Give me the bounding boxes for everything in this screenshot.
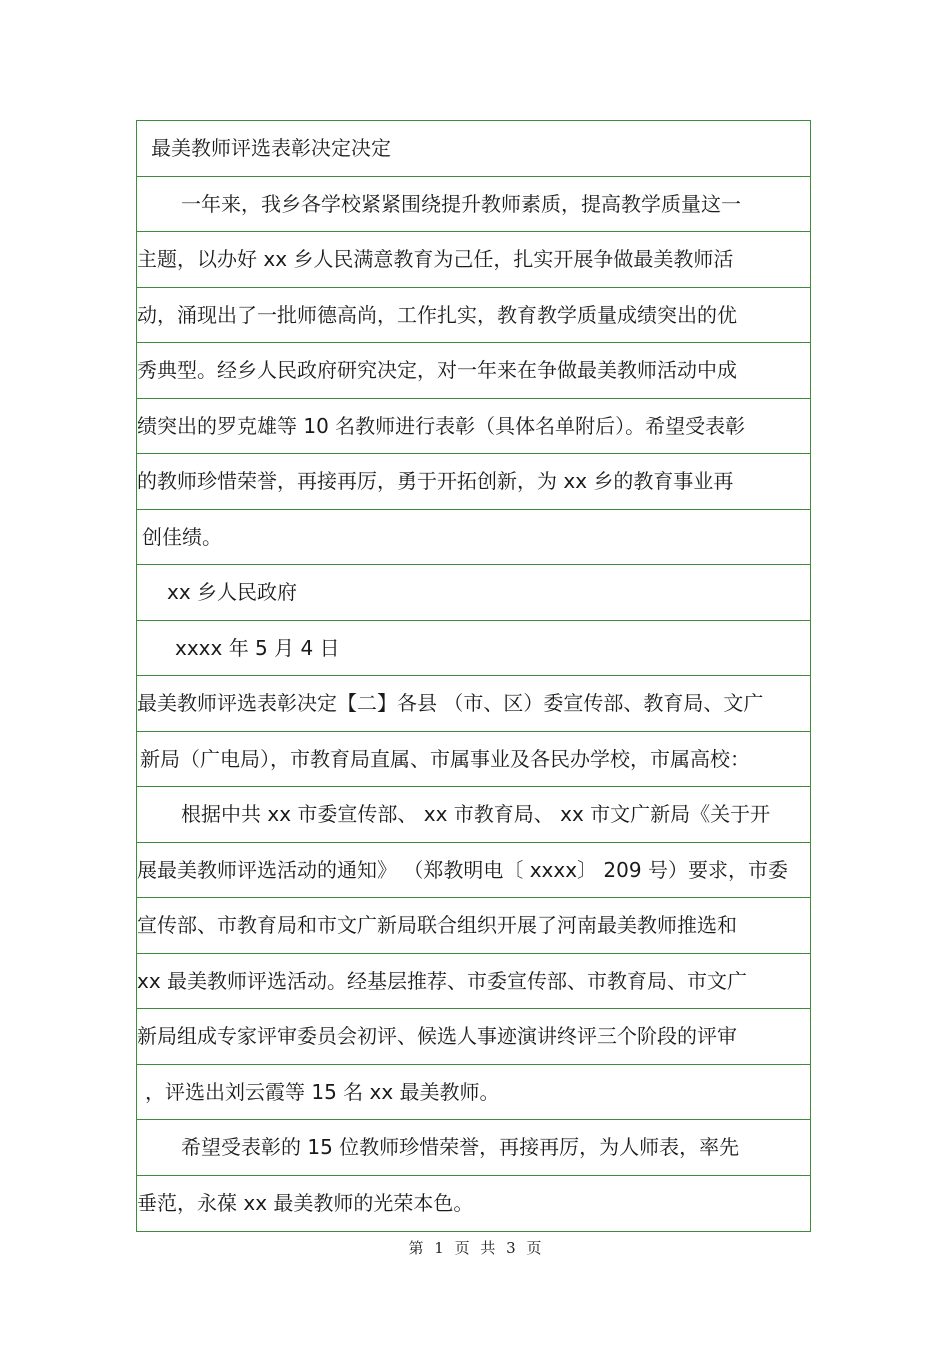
paragraph-line: 绩突出的罗克雄等 10 名教师进行表彰（具体名单附后）。希望受表彰 — [137, 399, 810, 455]
signature-date: xxxx 年 5 月 4 日 — [137, 621, 810, 677]
document-body — [136, 120, 811, 1232]
paragraph-line: 根据中共 xx 市委宣传部、 xx 市教育局、 xx 市文广新局《关于开 — [137, 787, 810, 843]
paragraph-line: 动，涌现出了一批师德高尚，工作扎实，教育教学质量成绩突出的优 — [137, 288, 810, 344]
paragraph-line: 一年来，我乡各学校紧紧围绕提升教师素质，提高教学质量这一 — [137, 177, 810, 233]
signature-issuer: xx 乡人民政府 — [137, 565, 810, 621]
paragraph-line: 主题，以办好 xx 乡人民满意教育为己任，扎实开展争做最美教师活 — [137, 232, 810, 288]
paragraph-line: 垂范，永葆 xx 最美教师的光荣本色。 — [137, 1190, 474, 1215]
paragraph-line: xx 最美教师评选活动。经基层推荐、市委宣传部、市教育局、市文广 — [137, 954, 810, 1010]
paragraph-line: 的教师珍惜荣誉，再接再厉，勇于开拓创新，为 xx 乡的教育事业再 — [137, 454, 810, 510]
page-number: 第 1 页 共 3 页 — [408, 1239, 542, 1257]
paragraph-line: 秀典型。经乡人民政府研究决定，对一年来在争做最美教师活动中成 — [137, 343, 810, 399]
paragraph-line: 展最美教师评选活动的通知》 （郑教明电〔 xxxx〕 209 号）要求，市委 — [137, 843, 810, 899]
paragraph-line: ，评选出刘云霞等 15 名 xx 最美教师。 — [137, 1065, 810, 1121]
paragraph-line: 创佳绩。 — [137, 510, 810, 566]
section-heading: 最美教师评选表彰决定【二】各县 （市、区）委宣传部、教育局、文广 — [137, 676, 810, 732]
paragraph-line: 新局组成专家评审委员会初评、候选人事迹演讲终评三个阶段的评审 — [137, 1009, 810, 1065]
paragraph-line: 希望受表彰的 15 位教师珍惜荣誉，再接再厉，为人师表，率先 — [137, 1120, 810, 1176]
document-title: 最美教师评选表彰决定决定 — [137, 121, 810, 177]
paragraph-line: 宣传部、市教育局和市文广新局联合组织开展了河南最美教师推选和 — [137, 898, 810, 954]
paragraph-line: 新局（广电局），市教育局直属、市属事业及各民办学校，市属高校： — [137, 732, 810, 788]
